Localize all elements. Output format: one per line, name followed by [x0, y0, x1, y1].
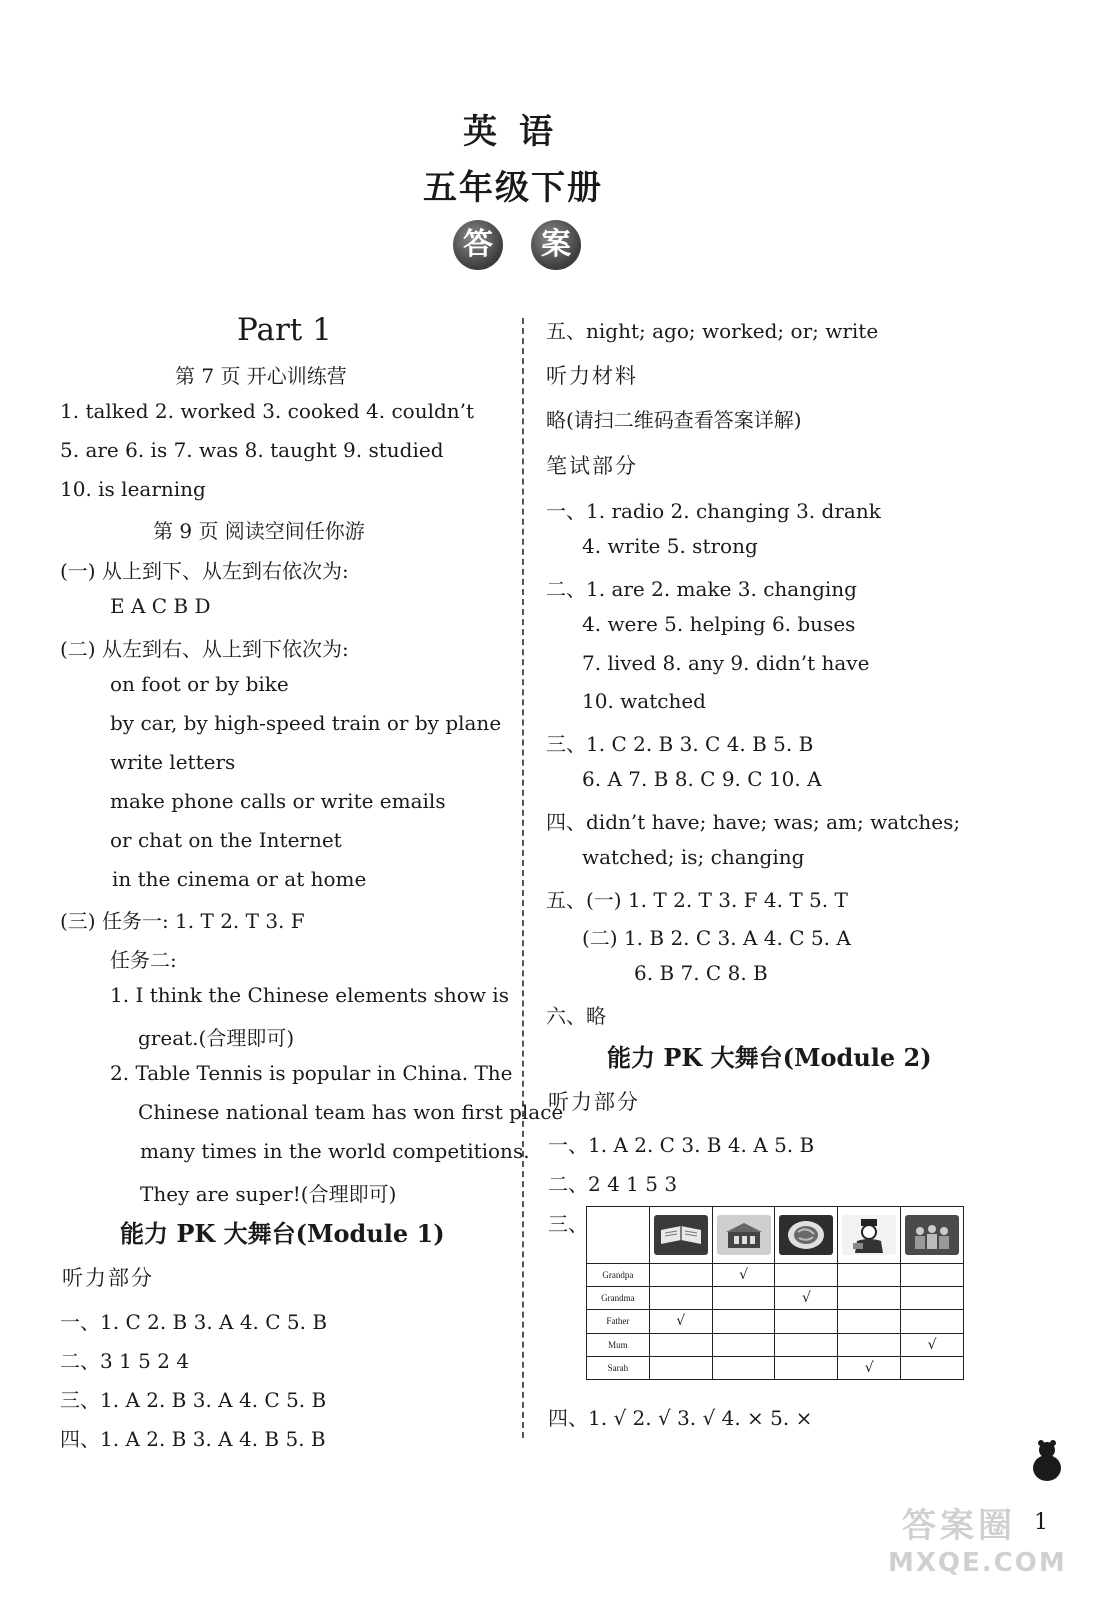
- building-icon: [717, 1215, 771, 1255]
- answer-line: 一、1. radio 2. changing 3. drank: [546, 499, 881, 523]
- answer-line: watched; is; changing: [582, 845, 805, 869]
- answer-line: 一、1. C 2. B 3. A 4. C 5. B: [60, 1310, 328, 1334]
- answer-line: Chinese national team has won first place: [138, 1100, 564, 1124]
- table-label: 三、: [548, 1212, 588, 1236]
- answer-line: 四、1. A 2. B 3. A 4. B 5. B: [60, 1427, 326, 1451]
- table-row: [587, 1333, 964, 1356]
- tick-mark: √: [649, 1310, 712, 1333]
- answer-line: 6. B 7. C 8. B: [634, 961, 768, 985]
- part-title: Part 1: [237, 312, 332, 348]
- listening-heading: 听力部分: [62, 1266, 154, 1290]
- answer-line: 10. watched: [582, 689, 706, 713]
- column-divider: [522, 318, 524, 1438]
- answer-line: 1. talked 2. worked 3. cooked 4. couldn’t: [60, 399, 475, 423]
- answer-line: 4. write 5. strong: [582, 534, 758, 558]
- page7-heading: 第 7 页 开心训练营: [175, 364, 347, 388]
- tick-mark: √: [775, 1287, 838, 1310]
- person-icon: [842, 1215, 896, 1255]
- answer-line: (一) 从上到下、从左到右依次为:: [60, 559, 349, 583]
- answer-line: (二) 从左到右、从上到下依次为:: [60, 637, 349, 661]
- answer-line: 任务二:: [110, 948, 177, 972]
- table-corner: [587, 1207, 650, 1264]
- answer-badge-2: 案: [531, 220, 581, 270]
- answer-line: 五、night; ago; worked; or; write: [546, 319, 879, 343]
- answer-line: 一、1. A 2. C 3. B 4. A 5. B: [548, 1133, 815, 1157]
- answer-line: 7. lived 8. any 9. didn’t have: [582, 651, 870, 675]
- watermark-url: MXQE.COM: [888, 1548, 1067, 1578]
- tick-mark: √: [712, 1264, 775, 1287]
- row-label: Grandpa: [587, 1264, 650, 1287]
- answer-line: 二、1. are 2. make 3. changing: [546, 577, 857, 601]
- matching-table: [586, 1206, 964, 1380]
- page-number: 1: [1034, 1510, 1048, 1535]
- table-row: [587, 1310, 964, 1333]
- answer-line: 四、1. √ 2. √ 3. √ 4. × 5. ×: [548, 1406, 813, 1430]
- row-label: Grandma: [587, 1287, 650, 1310]
- answer-line: 10. is learning: [60, 477, 206, 501]
- answer-line: by car, by high-speed train or by plane: [110, 711, 502, 735]
- table-row: [587, 1356, 964, 1379]
- row-label: Father: [587, 1310, 650, 1333]
- watermark-cn: 答案圈: [902, 1506, 1016, 1546]
- answer-line: in the cinema or at home: [112, 867, 367, 891]
- answer-line: on foot or by bike: [110, 672, 289, 696]
- answer-line: 二、2 4 1 5 3: [548, 1172, 678, 1196]
- answer-line: 三、1. A 2. B 3. A 4. C 5. B: [60, 1388, 327, 1412]
- tick-mark: √: [838, 1356, 901, 1379]
- answer-line: (三) 任务一: 1. T 2. T 3. F: [60, 909, 305, 933]
- grade-title: 五年级下册: [423, 168, 603, 208]
- listening-heading-2: 听力部分: [548, 1090, 640, 1114]
- table-row: [587, 1264, 964, 1287]
- answer-line: 二、3 1 5 2 4: [60, 1349, 190, 1373]
- answer-line: 4. were 5. helping 6. buses: [582, 612, 856, 636]
- tick-mark: √: [901, 1333, 964, 1356]
- mascot-icon: [1024, 1436, 1070, 1486]
- row-label: Mum: [587, 1333, 650, 1356]
- answer-line: They are super!(合理即可): [140, 1182, 397, 1206]
- module1-title: 能力 PK 大舞台(Module 1): [120, 1219, 445, 1248]
- answer-line: 六、略: [546, 1004, 606, 1028]
- answer-line: great.(合理即可): [138, 1026, 295, 1050]
- answer-line: 2. Table Tennis is popular in China. The: [110, 1061, 513, 1085]
- listening-material-note: 略(请扫二维码查看答案详解): [546, 408, 802, 432]
- answer-line: make phone calls or write emails: [110, 789, 446, 813]
- listening-material-heading: 听力材料: [546, 364, 638, 388]
- answer-line: 四、didn’t have; have; was; am; watches;: [546, 810, 961, 834]
- book-icon: [654, 1215, 708, 1255]
- page9-heading: 第 9 页 阅读空间任你游: [153, 519, 365, 543]
- table-row: [587, 1287, 964, 1310]
- written-heading: 笔试部分: [546, 454, 638, 478]
- answer-line: 三、1. C 2. B 3. C 4. B 5. B: [546, 732, 814, 756]
- answer-line: 1. I think the Chinese elements show is: [110, 983, 509, 1007]
- answer-line: (二) 1. B 2. C 3. A 4. C 5. A: [582, 926, 851, 950]
- answer-line: or chat on the Internet: [110, 828, 342, 852]
- answer-line: 5. are 6. is 7. was 8. taught 9. studied: [60, 438, 444, 462]
- answer-line: 6. A 7. B 8. C 9. C 10. A: [582, 767, 822, 791]
- food-plate-icon: [779, 1215, 833, 1255]
- answer-line: write letters: [110, 750, 236, 774]
- subject-title: 英语: [463, 112, 575, 152]
- answer-line: many times in the world competitions.: [140, 1139, 530, 1163]
- answer-line: 五、(一) 1. T 2. T 3. F 4. T 5. T: [546, 888, 848, 912]
- row-label: Sarah: [587, 1356, 650, 1379]
- answer-badge-1: 答: [453, 220, 503, 270]
- answer-line: E A C B D: [110, 594, 211, 618]
- crowd-icon: [905, 1215, 959, 1255]
- module2-title: 能力 PK 大舞台(Module 2): [607, 1043, 932, 1072]
